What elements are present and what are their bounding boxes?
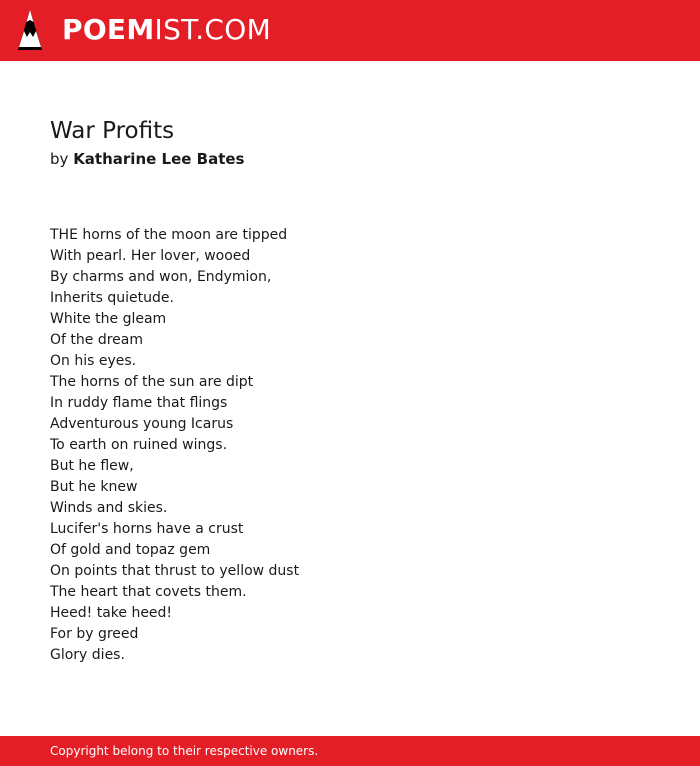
poem-line: On his eyes. bbox=[50, 353, 137, 369]
poem-line: Lucifer's horns have a crust bbox=[50, 521, 244, 537]
logo-light-part: IST.COM bbox=[154, 13, 272, 46]
copyright-text: Copyright belong to their respective owners. bbox=[50, 744, 319, 758]
byline bbox=[50, 149, 650, 169]
header-bar bbox=[0, 0, 700, 61]
poem-line: By charms and won, Endymion, bbox=[50, 269, 272, 285]
poem-line: White the gleam bbox=[50, 311, 167, 327]
poem-line: THE horns of the moon are tipped bbox=[50, 227, 288, 243]
poem-line: Adventurous young Icarus bbox=[50, 416, 234, 432]
footer-bar bbox=[0, 736, 700, 766]
site-logo-text bbox=[62, 13, 272, 46]
poem-line: Winds and skies. bbox=[50, 500, 168, 516]
by-label: by bbox=[50, 150, 69, 168]
poem-line: In ruddy flame that flings bbox=[50, 395, 228, 411]
poem-line: Of gold and topaz gem bbox=[50, 542, 211, 558]
poem-line: The heart that covets them. bbox=[50, 584, 247, 600]
poem-line: The horns of the sun are dipt bbox=[50, 374, 254, 390]
poem-line: With pearl. Her lover, wooed bbox=[50, 248, 251, 264]
poem-title: War Profits bbox=[50, 118, 175, 144]
poem-line: For by greed bbox=[50, 626, 139, 642]
pencil-tip-icon bbox=[17, 9, 43, 51]
poem-line: Glory dies. bbox=[50, 647, 125, 663]
poem-line: Inherits quietude. bbox=[50, 290, 174, 306]
poem-line: Heed! take heed! bbox=[50, 605, 173, 621]
poem-line: To earth on ruined wings. bbox=[50, 437, 228, 453]
site-logo-link[interactable] bbox=[17, 9, 271, 51]
poem-line: But he flew, bbox=[50, 458, 134, 474]
poem-line: Of the dream bbox=[50, 332, 143, 348]
author-name: Katharine Lee Bates bbox=[73, 150, 245, 168]
poem-body bbox=[50, 225, 650, 666]
poem-content bbox=[50, 115, 650, 666]
poem-line: On points that thrust to yellow dust bbox=[50, 563, 300, 579]
logo-bold-part: POEM bbox=[62, 13, 155, 46]
poem-line: But he knew bbox=[50, 479, 138, 495]
